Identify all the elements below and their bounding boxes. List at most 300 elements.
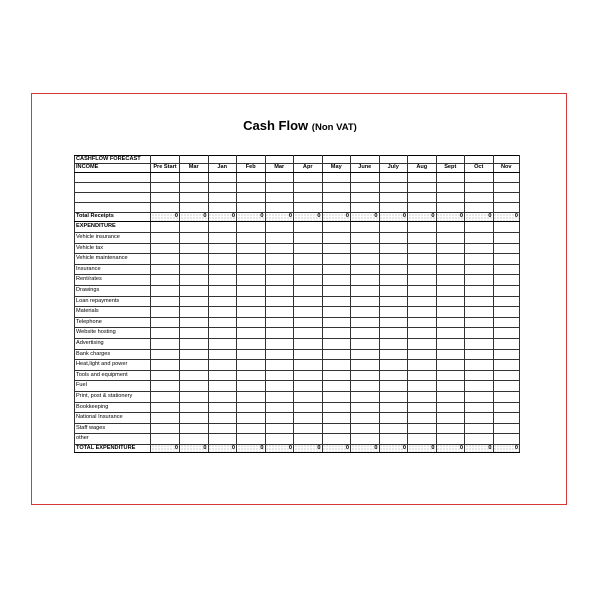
expenditure-value-cell[interactable] bbox=[151, 391, 180, 402]
income-value-cell[interactable] bbox=[436, 193, 465, 203]
expenditure-value-cell[interactable] bbox=[436, 233, 465, 244]
expenditure-value-cell[interactable] bbox=[265, 434, 294, 445]
expenditure-value-cell[interactable] bbox=[151, 296, 180, 307]
income-value-cell[interactable] bbox=[465, 183, 494, 193]
blank-cell[interactable] bbox=[237, 222, 266, 233]
expenditure-value-cell[interactable] bbox=[180, 338, 209, 349]
expenditure-value-cell[interactable] bbox=[180, 402, 209, 413]
expenditure-value-cell[interactable] bbox=[322, 381, 351, 392]
expenditure-value-cell[interactable] bbox=[322, 370, 351, 381]
blank-cell[interactable] bbox=[265, 156, 294, 164]
expenditure-value-cell[interactable] bbox=[265, 317, 294, 328]
expenditure-value-cell[interactable] bbox=[465, 328, 494, 339]
expenditure-value-cell[interactable] bbox=[265, 243, 294, 254]
expenditure-value-cell[interactable] bbox=[294, 391, 323, 402]
expenditure-value-cell[interactable] bbox=[208, 402, 237, 413]
expenditure-value-cell[interactable] bbox=[237, 328, 266, 339]
expenditure-value-cell[interactable] bbox=[379, 360, 408, 371]
income-value-cell[interactable] bbox=[408, 173, 437, 183]
expenditure-value-cell[interactable] bbox=[151, 370, 180, 381]
income-value-cell[interactable] bbox=[465, 173, 494, 183]
expenditure-value-cell[interactable] bbox=[351, 360, 380, 371]
expenditure-value-cell[interactable] bbox=[265, 391, 294, 402]
expenditure-value-cell[interactable] bbox=[151, 254, 180, 265]
expenditure-value-cell[interactable] bbox=[208, 381, 237, 392]
expenditure-value-cell[interactable] bbox=[379, 285, 408, 296]
expenditure-value-cell[interactable] bbox=[493, 307, 520, 318]
expenditure-value-cell[interactable] bbox=[493, 317, 520, 328]
expenditure-value-cell[interactable] bbox=[465, 413, 494, 424]
expenditure-value-cell[interactable] bbox=[294, 423, 323, 434]
expenditure-value-cell[interactable] bbox=[294, 275, 323, 286]
blank-cell[interactable] bbox=[493, 222, 520, 233]
expenditure-value-cell[interactable] bbox=[294, 264, 323, 275]
expenditure-value-cell[interactable] bbox=[237, 402, 266, 413]
expenditure-value-cell[interactable] bbox=[294, 434, 323, 445]
income-value-cell[interactable] bbox=[379, 203, 408, 213]
expenditure-value-cell[interactable] bbox=[379, 264, 408, 275]
expenditure-value-cell[interactable] bbox=[465, 296, 494, 307]
expenditure-value-cell[interactable] bbox=[151, 360, 180, 371]
expenditure-value-cell[interactable] bbox=[180, 264, 209, 275]
expenditure-value-cell[interactable] bbox=[379, 338, 408, 349]
expenditure-value-cell[interactable] bbox=[351, 434, 380, 445]
expenditure-value-cell[interactable] bbox=[465, 391, 494, 402]
expenditure-value-cell[interactable] bbox=[151, 423, 180, 434]
income-value-cell[interactable] bbox=[493, 203, 520, 213]
expenditure-value-cell[interactable] bbox=[322, 243, 351, 254]
expenditure-value-cell[interactable] bbox=[151, 328, 180, 339]
expenditure-value-cell[interactable] bbox=[493, 423, 520, 434]
expenditure-value-cell[interactable] bbox=[265, 338, 294, 349]
expenditure-value-cell[interactable] bbox=[379, 254, 408, 265]
expenditure-value-cell[interactable] bbox=[379, 370, 408, 381]
expenditure-value-cell[interactable] bbox=[351, 275, 380, 286]
expenditure-value-cell[interactable] bbox=[265, 285, 294, 296]
expenditure-value-cell[interactable] bbox=[465, 402, 494, 413]
expenditure-value-cell[interactable] bbox=[322, 423, 351, 434]
blank-cell[interactable] bbox=[265, 222, 294, 233]
expenditure-value-cell[interactable] bbox=[351, 254, 380, 265]
expenditure-value-cell[interactable] bbox=[351, 413, 380, 424]
blank-cell[interactable] bbox=[180, 222, 209, 233]
income-value-cell[interactable] bbox=[379, 193, 408, 203]
expenditure-value-cell[interactable] bbox=[436, 381, 465, 392]
income-value-cell[interactable] bbox=[351, 183, 380, 193]
blank-cell[interactable] bbox=[322, 222, 351, 233]
expenditure-value-cell[interactable] bbox=[436, 413, 465, 424]
expenditure-value-cell[interactable] bbox=[408, 296, 437, 307]
expenditure-value-cell[interactable] bbox=[493, 413, 520, 424]
expenditure-value-cell[interactable] bbox=[208, 233, 237, 244]
expenditure-value-cell[interactable] bbox=[379, 328, 408, 339]
expenditure-value-cell[interactable] bbox=[436, 275, 465, 286]
expenditure-value-cell[interactable] bbox=[436, 264, 465, 275]
expenditure-value-cell[interactable] bbox=[493, 338, 520, 349]
expenditure-value-cell[interactable] bbox=[436, 285, 465, 296]
expenditure-value-cell[interactable] bbox=[408, 275, 437, 286]
expenditure-value-cell[interactable] bbox=[379, 275, 408, 286]
expenditure-value-cell[interactable] bbox=[151, 413, 180, 424]
income-value-cell[interactable] bbox=[294, 173, 323, 183]
expenditure-value-cell[interactable] bbox=[493, 264, 520, 275]
expenditure-value-cell[interactable] bbox=[408, 285, 437, 296]
expenditure-value-cell[interactable] bbox=[237, 391, 266, 402]
expenditure-value-cell[interactable] bbox=[379, 349, 408, 360]
blank-cell[interactable] bbox=[151, 222, 180, 233]
expenditure-value-cell[interactable] bbox=[180, 275, 209, 286]
expenditure-value-cell[interactable] bbox=[493, 275, 520, 286]
income-value-cell[interactable] bbox=[322, 203, 351, 213]
expenditure-value-cell[interactable] bbox=[237, 423, 266, 434]
expenditure-value-cell[interactable] bbox=[294, 243, 323, 254]
income-value-cell[interactable] bbox=[351, 193, 380, 203]
income-value-cell[interactable] bbox=[465, 203, 494, 213]
expenditure-value-cell[interactable] bbox=[408, 254, 437, 265]
expenditure-value-cell[interactable] bbox=[208, 328, 237, 339]
expenditure-value-cell[interactable] bbox=[351, 317, 380, 328]
expenditure-value-cell[interactable] bbox=[294, 328, 323, 339]
expenditure-value-cell[interactable] bbox=[294, 296, 323, 307]
income-value-cell[interactable] bbox=[351, 173, 380, 183]
expenditure-value-cell[interactable] bbox=[208, 317, 237, 328]
expenditure-value-cell[interactable] bbox=[294, 413, 323, 424]
expenditure-value-cell[interactable] bbox=[493, 381, 520, 392]
income-value-cell[interactable] bbox=[265, 193, 294, 203]
expenditure-value-cell[interactable] bbox=[465, 370, 494, 381]
expenditure-value-cell[interactable] bbox=[180, 285, 209, 296]
expenditure-value-cell[interactable] bbox=[180, 370, 209, 381]
income-value-cell[interactable] bbox=[208, 183, 237, 193]
expenditure-value-cell[interactable] bbox=[322, 254, 351, 265]
expenditure-value-cell[interactable] bbox=[379, 381, 408, 392]
expenditure-value-cell[interactable] bbox=[322, 338, 351, 349]
expenditure-value-cell[interactable] bbox=[180, 391, 209, 402]
expenditure-value-cell[interactable] bbox=[379, 296, 408, 307]
income-value-cell[interactable] bbox=[436, 203, 465, 213]
expenditure-value-cell[interactable] bbox=[465, 317, 494, 328]
income-value-cell[interactable] bbox=[322, 173, 351, 183]
expenditure-value-cell[interactable] bbox=[493, 370, 520, 381]
expenditure-value-cell[interactable] bbox=[237, 233, 266, 244]
expenditure-value-cell[interactable] bbox=[151, 349, 180, 360]
expenditure-value-cell[interactable] bbox=[294, 349, 323, 360]
expenditure-value-cell[interactable] bbox=[493, 349, 520, 360]
blank-cell[interactable] bbox=[493, 156, 520, 164]
expenditure-value-cell[interactable] bbox=[408, 338, 437, 349]
expenditure-value-cell[interactable] bbox=[351, 370, 380, 381]
expenditure-value-cell[interactable] bbox=[408, 264, 437, 275]
expenditure-value-cell[interactable] bbox=[351, 391, 380, 402]
expenditure-value-cell[interactable] bbox=[408, 434, 437, 445]
expenditure-value-cell[interactable] bbox=[208, 307, 237, 318]
expenditure-value-cell[interactable] bbox=[294, 285, 323, 296]
income-value-cell[interactable] bbox=[208, 173, 237, 183]
expenditure-value-cell[interactable] bbox=[493, 296, 520, 307]
expenditure-value-cell[interactable] bbox=[408, 413, 437, 424]
blank-cell[interactable] bbox=[237, 156, 266, 164]
expenditure-value-cell[interactable] bbox=[351, 243, 380, 254]
income-value-cell[interactable] bbox=[294, 203, 323, 213]
expenditure-value-cell[interactable] bbox=[351, 338, 380, 349]
expenditure-value-cell[interactable] bbox=[180, 360, 209, 371]
expenditure-value-cell[interactable] bbox=[351, 349, 380, 360]
expenditure-value-cell[interactable] bbox=[408, 370, 437, 381]
income-value-cell[interactable] bbox=[493, 173, 520, 183]
expenditure-value-cell[interactable] bbox=[180, 349, 209, 360]
expenditure-value-cell[interactable] bbox=[208, 243, 237, 254]
blank-cell[interactable] bbox=[151, 156, 180, 164]
expenditure-value-cell[interactable] bbox=[237, 285, 266, 296]
expenditure-value-cell[interactable] bbox=[379, 434, 408, 445]
expenditure-value-cell[interactable] bbox=[237, 296, 266, 307]
expenditure-value-cell[interactable] bbox=[151, 233, 180, 244]
expenditure-value-cell[interactable] bbox=[379, 391, 408, 402]
expenditure-value-cell[interactable] bbox=[408, 402, 437, 413]
expenditure-value-cell[interactable] bbox=[465, 349, 494, 360]
expenditure-value-cell[interactable] bbox=[408, 391, 437, 402]
expenditure-value-cell[interactable] bbox=[322, 233, 351, 244]
blank-cell[interactable] bbox=[379, 222, 408, 233]
expenditure-value-cell[interactable] bbox=[237, 360, 266, 371]
income-value-cell[interactable] bbox=[151, 203, 180, 213]
expenditure-value-cell[interactable] bbox=[436, 338, 465, 349]
income-value-cell[interactable] bbox=[237, 183, 266, 193]
expenditure-value-cell[interactable] bbox=[408, 360, 437, 371]
income-item-cell[interactable] bbox=[75, 173, 151, 183]
income-value-cell[interactable] bbox=[408, 193, 437, 203]
expenditure-value-cell[interactable] bbox=[265, 423, 294, 434]
income-value-cell[interactable] bbox=[294, 193, 323, 203]
expenditure-value-cell[interactable] bbox=[408, 328, 437, 339]
income-value-cell[interactable] bbox=[436, 183, 465, 193]
income-item-cell[interactable] bbox=[75, 203, 151, 213]
expenditure-value-cell[interactable] bbox=[208, 370, 237, 381]
expenditure-value-cell[interactable] bbox=[493, 434, 520, 445]
expenditure-value-cell[interactable] bbox=[265, 413, 294, 424]
expenditure-value-cell[interactable] bbox=[436, 243, 465, 254]
blank-cell[interactable] bbox=[465, 222, 494, 233]
expenditure-value-cell[interactable] bbox=[208, 264, 237, 275]
expenditure-value-cell[interactable] bbox=[180, 381, 209, 392]
expenditure-value-cell[interactable] bbox=[379, 402, 408, 413]
income-value-cell[interactable] bbox=[493, 183, 520, 193]
expenditure-value-cell[interactable] bbox=[294, 233, 323, 244]
expenditure-value-cell[interactable] bbox=[237, 264, 266, 275]
income-value-cell[interactable] bbox=[379, 183, 408, 193]
expenditure-value-cell[interactable] bbox=[379, 413, 408, 424]
expenditure-value-cell[interactable] bbox=[180, 233, 209, 244]
expenditure-value-cell[interactable] bbox=[322, 413, 351, 424]
expenditure-value-cell[interactable] bbox=[322, 317, 351, 328]
expenditure-value-cell[interactable] bbox=[379, 307, 408, 318]
expenditure-value-cell[interactable] bbox=[208, 254, 237, 265]
income-item-cell[interactable] bbox=[75, 193, 151, 203]
expenditure-value-cell[interactable] bbox=[493, 285, 520, 296]
income-value-cell[interactable] bbox=[237, 203, 266, 213]
expenditure-value-cell[interactable] bbox=[180, 296, 209, 307]
expenditure-value-cell[interactable] bbox=[493, 391, 520, 402]
expenditure-value-cell[interactable] bbox=[351, 285, 380, 296]
income-value-cell[interactable] bbox=[351, 203, 380, 213]
expenditure-value-cell[interactable] bbox=[180, 434, 209, 445]
expenditure-value-cell[interactable] bbox=[151, 317, 180, 328]
expenditure-value-cell[interactable] bbox=[379, 423, 408, 434]
expenditure-value-cell[interactable] bbox=[493, 243, 520, 254]
expenditure-value-cell[interactable] bbox=[237, 243, 266, 254]
expenditure-value-cell[interactable] bbox=[408, 307, 437, 318]
expenditure-value-cell[interactable] bbox=[465, 233, 494, 244]
income-value-cell[interactable] bbox=[322, 193, 351, 203]
expenditure-value-cell[interactable] bbox=[208, 349, 237, 360]
expenditure-value-cell[interactable] bbox=[208, 423, 237, 434]
expenditure-value-cell[interactable] bbox=[208, 434, 237, 445]
expenditure-value-cell[interactable] bbox=[180, 243, 209, 254]
expenditure-value-cell[interactable] bbox=[465, 307, 494, 318]
expenditure-value-cell[interactable] bbox=[151, 307, 180, 318]
expenditure-value-cell[interactable] bbox=[322, 307, 351, 318]
expenditure-value-cell[interactable] bbox=[351, 423, 380, 434]
income-item-cell[interactable] bbox=[75, 183, 151, 193]
expenditure-value-cell[interactable] bbox=[408, 243, 437, 254]
income-value-cell[interactable] bbox=[265, 203, 294, 213]
expenditure-value-cell[interactable] bbox=[237, 370, 266, 381]
expenditure-value-cell[interactable] bbox=[180, 328, 209, 339]
expenditure-value-cell[interactable] bbox=[465, 254, 494, 265]
expenditure-value-cell[interactable] bbox=[265, 254, 294, 265]
income-value-cell[interactable] bbox=[436, 173, 465, 183]
expenditure-value-cell[interactable] bbox=[151, 275, 180, 286]
expenditure-value-cell[interactable] bbox=[265, 296, 294, 307]
expenditure-value-cell[interactable] bbox=[208, 338, 237, 349]
expenditure-value-cell[interactable] bbox=[237, 254, 266, 265]
expenditure-value-cell[interactable] bbox=[265, 233, 294, 244]
expenditure-value-cell[interactable] bbox=[351, 233, 380, 244]
expenditure-value-cell[interactable] bbox=[265, 264, 294, 275]
income-value-cell[interactable] bbox=[265, 173, 294, 183]
expenditure-value-cell[interactable] bbox=[237, 307, 266, 318]
expenditure-value-cell[interactable] bbox=[151, 381, 180, 392]
income-value-cell[interactable] bbox=[322, 183, 351, 193]
expenditure-value-cell[interactable] bbox=[465, 264, 494, 275]
expenditure-value-cell[interactable] bbox=[436, 254, 465, 265]
expenditure-value-cell[interactable] bbox=[465, 423, 494, 434]
expenditure-value-cell[interactable] bbox=[265, 349, 294, 360]
expenditure-value-cell[interactable] bbox=[294, 307, 323, 318]
expenditure-value-cell[interactable] bbox=[493, 360, 520, 371]
expenditure-value-cell[interactable] bbox=[265, 307, 294, 318]
income-value-cell[interactable] bbox=[180, 183, 209, 193]
expenditure-value-cell[interactable] bbox=[294, 338, 323, 349]
expenditure-value-cell[interactable] bbox=[151, 338, 180, 349]
blank-cell[interactable] bbox=[208, 156, 237, 164]
income-value-cell[interactable] bbox=[151, 183, 180, 193]
expenditure-value-cell[interactable] bbox=[436, 349, 465, 360]
blank-cell[interactable] bbox=[351, 156, 380, 164]
blank-cell[interactable] bbox=[379, 156, 408, 164]
expenditure-value-cell[interactable] bbox=[465, 338, 494, 349]
income-value-cell[interactable] bbox=[237, 193, 266, 203]
expenditure-value-cell[interactable] bbox=[180, 317, 209, 328]
expenditure-value-cell[interactable] bbox=[493, 254, 520, 265]
expenditure-value-cell[interactable] bbox=[322, 328, 351, 339]
expenditure-value-cell[interactable] bbox=[208, 275, 237, 286]
expenditure-value-cell[interactable] bbox=[408, 423, 437, 434]
expenditure-value-cell[interactable] bbox=[237, 434, 266, 445]
expenditure-value-cell[interactable] bbox=[151, 285, 180, 296]
expenditure-value-cell[interactable] bbox=[294, 381, 323, 392]
income-value-cell[interactable] bbox=[294, 183, 323, 193]
blank-cell[interactable] bbox=[322, 156, 351, 164]
expenditure-value-cell[interactable] bbox=[493, 402, 520, 413]
expenditure-value-cell[interactable] bbox=[408, 317, 437, 328]
expenditure-value-cell[interactable] bbox=[436, 434, 465, 445]
blank-cell[interactable] bbox=[294, 156, 323, 164]
expenditure-value-cell[interactable] bbox=[294, 370, 323, 381]
expenditure-value-cell[interactable] bbox=[322, 285, 351, 296]
expenditure-value-cell[interactable] bbox=[237, 275, 266, 286]
expenditure-value-cell[interactable] bbox=[493, 328, 520, 339]
blank-cell[interactable] bbox=[351, 222, 380, 233]
expenditure-value-cell[interactable] bbox=[151, 434, 180, 445]
expenditure-value-cell[interactable] bbox=[322, 275, 351, 286]
expenditure-value-cell[interactable] bbox=[465, 285, 494, 296]
expenditure-value-cell[interactable] bbox=[322, 402, 351, 413]
expenditure-value-cell[interactable] bbox=[294, 317, 323, 328]
expenditure-value-cell[interactable] bbox=[436, 423, 465, 434]
expenditure-value-cell[interactable] bbox=[151, 402, 180, 413]
expenditure-value-cell[interactable] bbox=[237, 413, 266, 424]
expenditure-value-cell[interactable] bbox=[351, 381, 380, 392]
expenditure-value-cell[interactable] bbox=[436, 307, 465, 318]
expenditure-value-cell[interactable] bbox=[151, 243, 180, 254]
income-value-cell[interactable] bbox=[465, 193, 494, 203]
income-value-cell[interactable] bbox=[180, 173, 209, 183]
income-value-cell[interactable] bbox=[208, 203, 237, 213]
income-value-cell[interactable] bbox=[208, 193, 237, 203]
expenditure-value-cell[interactable] bbox=[180, 307, 209, 318]
expenditure-value-cell[interactable] bbox=[265, 275, 294, 286]
income-value-cell[interactable] bbox=[151, 193, 180, 203]
expenditure-value-cell[interactable] bbox=[208, 413, 237, 424]
expenditure-value-cell[interactable] bbox=[351, 328, 380, 339]
expenditure-value-cell[interactable] bbox=[351, 402, 380, 413]
expenditure-value-cell[interactable] bbox=[408, 233, 437, 244]
expenditure-value-cell[interactable] bbox=[436, 402, 465, 413]
expenditure-value-cell[interactable] bbox=[436, 360, 465, 371]
expenditure-value-cell[interactable] bbox=[465, 360, 494, 371]
income-value-cell[interactable] bbox=[180, 193, 209, 203]
expenditure-value-cell[interactable] bbox=[237, 381, 266, 392]
expenditure-value-cell[interactable] bbox=[493, 233, 520, 244]
expenditure-value-cell[interactable] bbox=[180, 254, 209, 265]
expenditure-value-cell[interactable] bbox=[436, 391, 465, 402]
expenditure-value-cell[interactable] bbox=[408, 381, 437, 392]
expenditure-value-cell[interactable] bbox=[436, 317, 465, 328]
expenditure-value-cell[interactable] bbox=[294, 254, 323, 265]
expenditure-value-cell[interactable] bbox=[465, 243, 494, 254]
blank-cell[interactable] bbox=[294, 222, 323, 233]
income-value-cell[interactable] bbox=[408, 203, 437, 213]
income-value-cell[interactable] bbox=[151, 173, 180, 183]
expenditure-value-cell[interactable] bbox=[322, 434, 351, 445]
income-value-cell[interactable] bbox=[408, 183, 437, 193]
income-value-cell[interactable] bbox=[493, 193, 520, 203]
expenditure-value-cell[interactable] bbox=[265, 328, 294, 339]
expenditure-value-cell[interactable] bbox=[180, 413, 209, 424]
income-value-cell[interactable] bbox=[265, 183, 294, 193]
blank-cell[interactable] bbox=[465, 156, 494, 164]
